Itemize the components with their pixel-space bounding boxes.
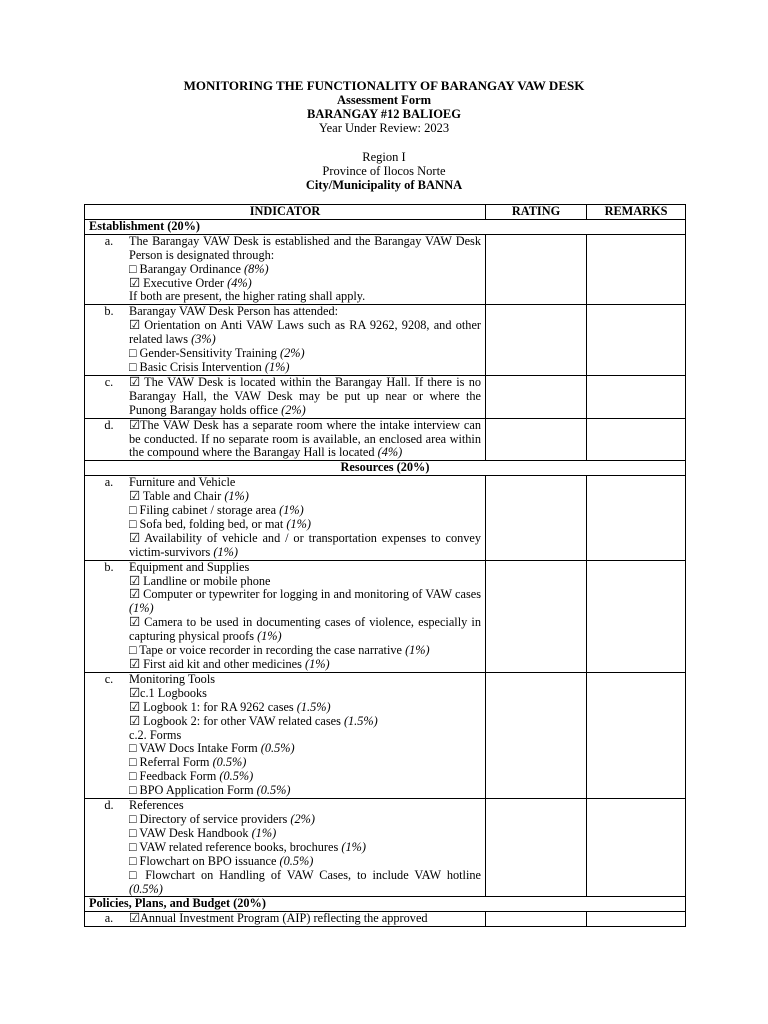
indicator-line (129, 376, 481, 418)
indicator-text: □ Directory of service providers (129, 811, 291, 826)
indicator-text: □ Basic Crisis Intervention (129, 359, 265, 374)
weight-percent: (1%) (286, 516, 311, 531)
weight-percent: (0.5%) (129, 881, 163, 896)
indicator-text: □ Flowchart on Handling of VAW Cases, to include VAW hotline (129, 867, 481, 882)
indicator-line (129, 518, 481, 532)
indicator-line (129, 490, 481, 504)
indicator-line (129, 729, 481, 743)
indicator-text: □ VAW related reference books, brochures (129, 839, 342, 854)
indicator-text: c.2. Forms (129, 727, 182, 742)
item-letter: a. (104, 233, 114, 248)
indicator-text: ☑The VAW Desk has a separate room where the intake interview can be conducted. If no separate room is available, an enclosed area within the compound where the Barangay Hall is located (129, 417, 481, 460)
indicator-cell (85, 234, 486, 305)
indicator-cell (85, 912, 486, 927)
assessment-table (84, 204, 686, 927)
indicator-line (129, 701, 481, 715)
indicator-cell (85, 375, 486, 418)
remarks-cell[interactable] (587, 418, 686, 461)
indicator-text: Furniture and Vehicle (129, 475, 236, 490)
indicator-line (129, 319, 481, 347)
indicator-line (129, 912, 481, 926)
barangay-name: BARANGAY #12 BALIOEG (307, 107, 461, 121)
weight-percent: (1%) (264, 359, 290, 374)
weight-percent: (1%) (129, 601, 154, 616)
weight-percent: (1%) (405, 643, 430, 658)
indicator-line (129, 673, 481, 687)
indicator-row (85, 799, 686, 897)
indicator-line (129, 756, 481, 770)
rating-cell[interactable] (486, 672, 587, 798)
weight-percent: (1%) (251, 825, 277, 840)
rating-cell[interactable] (486, 418, 587, 461)
indicator-text: □ Gender-Sensitivity Training (129, 346, 280, 361)
indicator-row (85, 305, 686, 376)
indicator-text: □ Tape or voice recorder in recording the case narrative (129, 643, 406, 658)
indicator-line (129, 504, 481, 518)
weight-percent: (1.5%) (296, 699, 331, 714)
section-row (85, 897, 686, 912)
form-subtitle: Assessment Form (336, 93, 432, 107)
rating-cell[interactable] (486, 305, 587, 376)
indicator-line (129, 277, 481, 291)
indicator-text: Equipment and Supplies (129, 559, 250, 574)
item-letter: d. (104, 417, 114, 432)
indicator-text: □ Referral Form (129, 755, 213, 770)
remarks-cell[interactable] (587, 476, 686, 560)
indicator-line (129, 263, 481, 277)
weight-percent: (8%) (243, 261, 269, 276)
column-header-remarks: REMARKS (587, 205, 686, 220)
section-title: Establishment (20%) (85, 219, 686, 234)
indicator-line (129, 419, 481, 461)
weight-percent: (1%) (341, 839, 366, 854)
indicator-row (85, 375, 686, 418)
table-body (85, 219, 686, 926)
indicator-text: ☑ Computer or typewriter for logging in and monitoring of VAW cases (129, 587, 481, 602)
indicator-line (129, 742, 481, 756)
weight-percent: (3%) (191, 332, 216, 347)
indicator-line (129, 588, 481, 616)
indicator-line (129, 347, 481, 361)
indicator-line (129, 616, 481, 644)
indicator-line (129, 770, 481, 784)
weight-percent: (2%) (290, 811, 316, 826)
rating-cell[interactable] (486, 375, 587, 418)
item-letter: c. (104, 671, 114, 686)
indicator-text: □ VAW Docs Intake Form (129, 741, 261, 756)
indicator-text: ☑ First aid kit and other medicines (129, 657, 305, 671)
indicator-row (85, 476, 686, 560)
section-row (85, 219, 686, 234)
indicator-cell (85, 418, 486, 461)
indicator-cell (85, 476, 486, 560)
indicator-text: ☑ The VAW Desk is located within the Barangay Hall. If there is no Barangay Hall, the VAW Desk may be put up near or where the Punong Barangay holds office (129, 374, 481, 417)
indicator-row (85, 234, 686, 305)
indicator-text: □ Flowchart on BPO issuance (129, 853, 280, 868)
city-municipality: City/Municipality of BANNA (305, 178, 463, 192)
region: Region I (362, 150, 406, 164)
indicator-text: □ VAW Desk Handbook (129, 825, 252, 840)
indicator-text: □ Filing cabinet / storage area (129, 503, 280, 518)
form-header (0, 79, 768, 192)
section-row (85, 461, 686, 476)
indicator-line (129, 361, 481, 375)
indicator-line (129, 532, 481, 560)
remarks-cell[interactable] (587, 305, 686, 376)
table-header-row (85, 205, 686, 220)
item-letter: c. (104, 374, 114, 389)
indicator-text: □ BPO Application Form (129, 783, 257, 798)
rating-cell[interactable] (486, 560, 587, 672)
weight-percent: (0.5%) (219, 769, 254, 784)
indicator-cell (85, 799, 486, 897)
indicator-text: References (129, 798, 184, 813)
indicator-line (129, 476, 481, 490)
item-letter: a. (104, 475, 114, 490)
indicator-text: ☑ Orientation on Anti VAW Laws such as RA 9262, 9208, and other related laws (129, 318, 481, 347)
indicator-text: ☑Annual Investment Program (AIP) reflecting the approved (129, 911, 428, 926)
weight-percent: (1%) (224, 489, 249, 504)
weight-percent: (2%) (281, 402, 306, 417)
remarks-cell[interactable] (587, 375, 686, 418)
rating-cell[interactable] (486, 799, 587, 897)
indicator-row (85, 672, 686, 798)
indicator-cell (85, 305, 486, 376)
year-under-review: Year Under Review: 2023 (318, 121, 450, 135)
indicator-text: ☑ Table and Chair (129, 489, 225, 504)
weight-percent: (0.5%) (212, 755, 247, 770)
indicator-text: □ Barangay Ordinance (129, 261, 244, 276)
indicator-text: ☑ Executive Order (129, 275, 228, 290)
indicator-text: ☑ Logbook 2: for other VAW related cases (129, 713, 344, 728)
indicator-line (129, 841, 481, 855)
indicator-line (129, 813, 481, 827)
rating-cell[interactable] (486, 476, 587, 560)
weight-percent: (1%) (257, 629, 282, 644)
remarks-cell[interactable] (587, 912, 686, 927)
indicator-row (85, 912, 686, 927)
weight-percent: (4%) (377, 445, 403, 460)
indicator-text: ☑ Availability of vehicle and / or transportation expenses to convey victim-survivors (129, 530, 481, 559)
indicator-line (129, 855, 481, 869)
form-title: MONITORING THE FUNCTIONALITY OF BARANGAY VAW DESK (183, 78, 585, 93)
indicator-text: ☑ Landline or mobile phone (129, 573, 271, 588)
weight-percent: (1%) (304, 657, 330, 671)
indicator-row (85, 418, 686, 461)
remarks-cell[interactable] (587, 234, 686, 305)
indicator-text: The Barangay VAW Desk is established and the Barangay VAW Desk Person is designated through: (129, 233, 481, 262)
weight-percent: (2%) (280, 346, 305, 361)
weight-percent: (1%) (213, 544, 238, 559)
section-title: Policies, Plans, and Budget (20%) (85, 897, 686, 912)
item-letter: b. (104, 304, 114, 319)
indicator-text: Monitoring Tools (129, 671, 216, 686)
indicator-line (129, 575, 481, 589)
indicator-line (129, 305, 481, 319)
remarks-cell[interactable] (587, 799, 686, 897)
indicator-line (129, 235, 481, 263)
indicator-cell (85, 560, 486, 672)
indicator-line (129, 644, 481, 658)
indicator-line (129, 784, 481, 798)
indicator-text: ☑ Logbook 1: for RA 9262 cases (129, 699, 297, 714)
indicator-text: □ Feedback Form (129, 769, 220, 784)
weight-percent: (4%) (227, 275, 252, 290)
item-letter: b. (104, 559, 114, 574)
indicator-line (129, 561, 481, 575)
indicator-text: If both are present, the higher rating shall apply. (129, 289, 366, 304)
indicator-line (129, 799, 481, 813)
weight-percent: (1.5%) (343, 713, 378, 728)
indicator-line (129, 827, 481, 841)
indicator-line (129, 715, 481, 729)
indicator-line (129, 687, 481, 701)
province: Province of Ilocos Norte (322, 164, 446, 178)
weight-percent: (1%) (279, 503, 304, 518)
item-letter: d. (104, 798, 114, 813)
indicator-cell (85, 672, 486, 798)
rating-cell[interactable] (486, 234, 587, 305)
weight-percent: (0.5%) (256, 783, 291, 798)
indicator-line (129, 290, 481, 304)
indicator-text: Barangay VAW Desk Person has attended: (129, 304, 339, 319)
section-title: Resources (20%) (85, 461, 686, 476)
weight-percent: (0.5%) (260, 741, 295, 756)
indicator-text: □ Sofa bed, folding bed, or mat (129, 516, 287, 531)
indicator-text: ☑ Camera to be used in documenting cases of violence, especially in capturing physical proofs (129, 615, 481, 644)
indicator-line (129, 869, 481, 897)
column-header-indicator: INDICATOR (85, 205, 486, 220)
weight-percent: (0.5%) (279, 853, 314, 868)
remarks-cell[interactable] (587, 560, 686, 672)
indicator-row (85, 560, 686, 672)
item-letter: a. (104, 911, 114, 926)
remarks-cell[interactable] (587, 672, 686, 798)
rating-cell[interactable] (486, 912, 587, 927)
indicator-text: ☑c.1 Logbooks (129, 685, 207, 700)
indicator-line (129, 658, 481, 672)
column-header-rating: RATING (486, 205, 587, 220)
